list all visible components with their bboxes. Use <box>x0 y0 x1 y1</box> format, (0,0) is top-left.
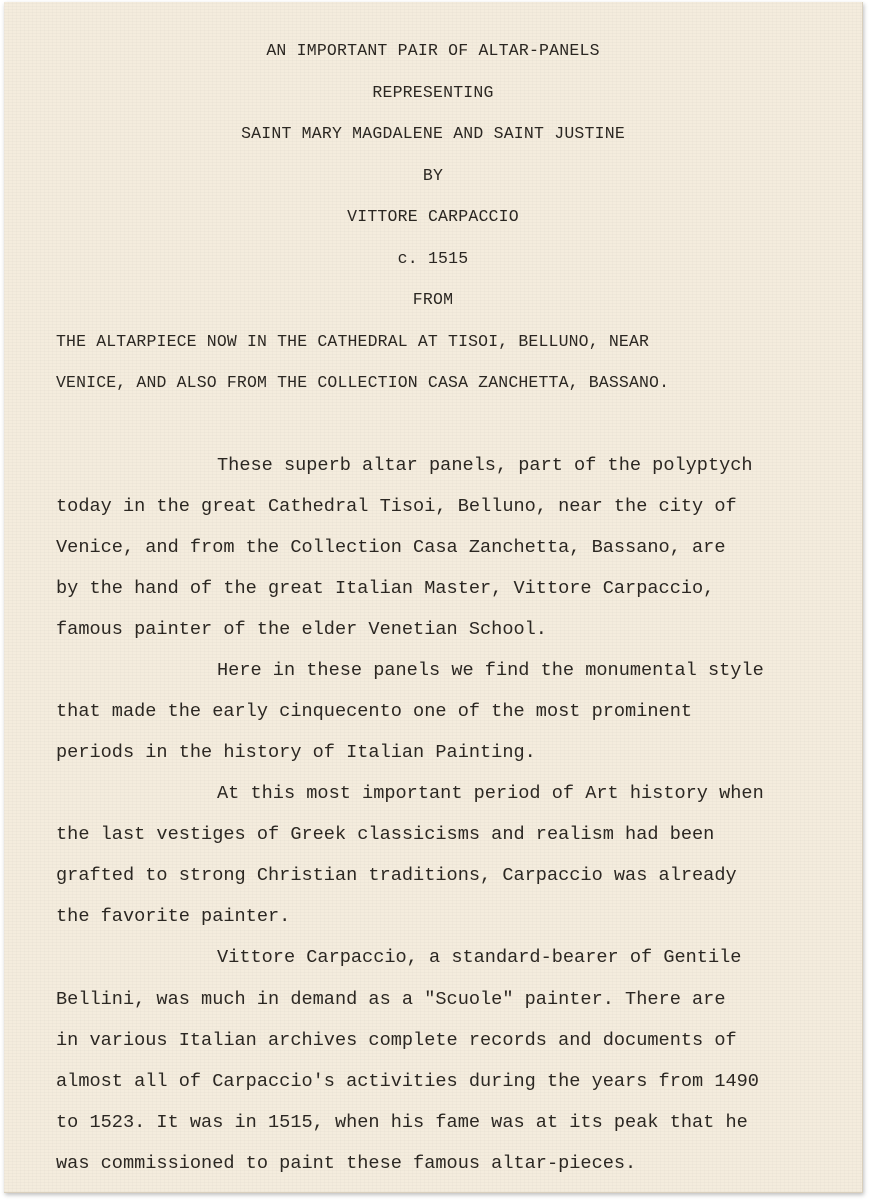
paragraph-2-line-2: that made the early cinquecento one of the most prominent <box>56 701 693 722</box>
provenance-line-1: THE ALTARPIECE NOW IN THE CATHEDRAL AT TISOI, BELLUNO, NEAR <box>56 332 650 351</box>
paragraph-1-line-4: by the hand of the great Italian Master, Vittore Carpaccio, <box>56 578 715 599</box>
typewritten-page <box>4 2 863 1193</box>
paragraph-1-line-1: These superb altar panels, part of the polyptych <box>217 455 753 476</box>
paragraph-4-line-2: Bellini, was much in demand as a "Scuole" painter. There are <box>56 989 726 1010</box>
paragraph-4-line-5: to 1523. It was in 1515, when his fame was at its peak that he <box>56 1112 748 1133</box>
paragraph-2-line-1: Here in these panels we find the monumental style <box>217 660 764 681</box>
paragraph-4-line-1: Vittore Carpaccio, a standard-bearer of Gentile <box>217 947 742 968</box>
paragraph-4-line-6: was commissioned to paint these famous altar-pieces. <box>56 1153 637 1174</box>
paragraph-3-line-3: grafted to strong Christian traditions, Carpaccio was already <box>56 865 737 886</box>
paragraph-3-line-1: At this most important period of Art history when <box>217 783 764 804</box>
paragraph-1-line-3: Venice, and from the Collection Casa Zanchetta, Bassano, are <box>56 537 726 558</box>
title-line: AN IMPORTANT PAIR OF ALTAR-PANELS <box>266 41 600 60</box>
provenance-line-2: VENICE, AND ALSO FROM THE COLLECTION CASA ZANCHETTA, BASSANO. <box>56 373 670 392</box>
paragraph-1-line-2: today in the great Cathedral Tisoi, Belluno, near the city of <box>56 496 737 517</box>
from-line: FROM <box>412 290 454 309</box>
paragraph-4-line-4: almost all of Carpaccio's activities during the years from 1490 <box>56 1071 759 1092</box>
by-line: BY <box>422 166 444 185</box>
subtitle-representing: REPRESENTING <box>372 83 494 102</box>
artist-name: VITTORE CARPACCIO <box>347 207 519 226</box>
paragraph-2-line-3: periods in the history of Italian Painting. <box>56 742 536 763</box>
date-line: c. 1515 <box>397 249 469 268</box>
subjects-line: SAINT MARY MAGDALENE AND SAINT JUSTINE <box>241 124 625 143</box>
paragraph-3-line-4: the favorite painter. <box>56 906 291 927</box>
paragraph-4-line-3: in various Italian archives complete records and documents of <box>56 1030 737 1051</box>
paragraph-1-line-5: famous painter of the elder Venetian School. <box>56 619 547 640</box>
paragraph-3-line-2: the last vestiges of Greek classicisms and realism had been <box>56 824 715 845</box>
